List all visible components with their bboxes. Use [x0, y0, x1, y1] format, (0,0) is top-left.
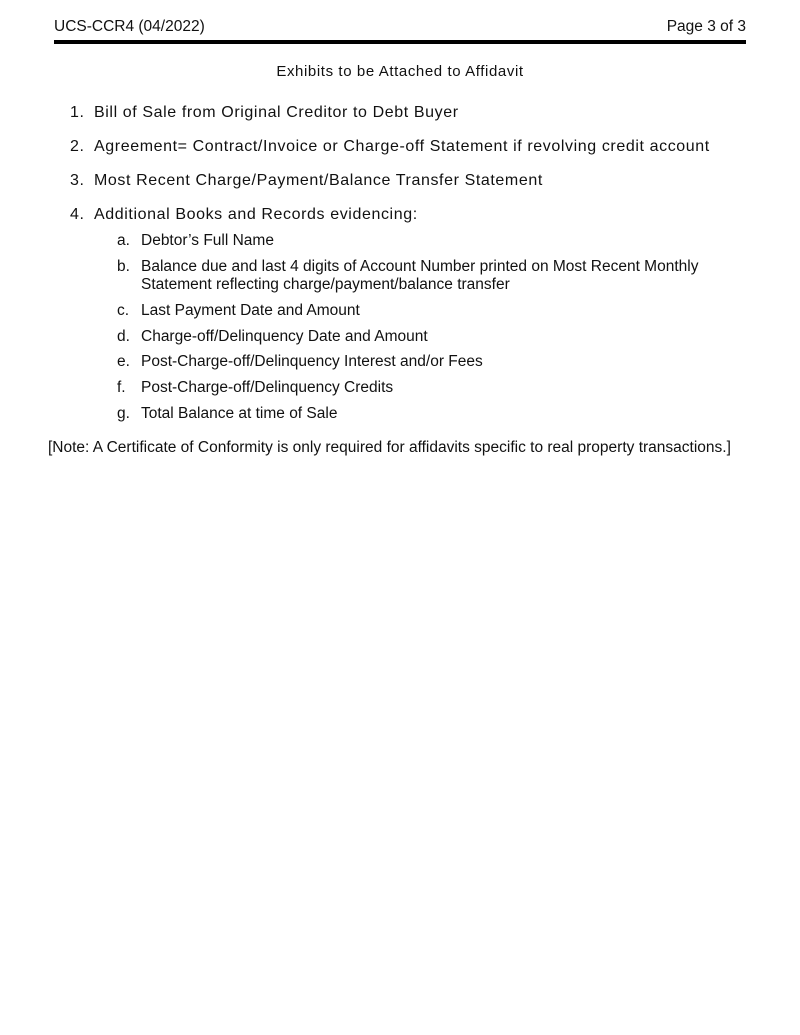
sub-item: [117, 232, 717, 250]
page-title: Exhibits to be Attached to Affidavit: [276, 63, 524, 80]
sub-item-text: Post-Charge-off/Delinquency Interest and/or Fees: [141, 353, 483, 370]
exhibit-number: 3.: [70, 172, 85, 189]
sub-item: [117, 379, 717, 397]
exhibit-item: [70, 206, 418, 224]
note-text: [Note: A Certificate of Conformity is only required for affidavits specific to real property transactions.]: [48, 439, 731, 456]
sub-item-letter: d.: [117, 328, 130, 345]
sub-item-letter: a.: [117, 232, 130, 249]
sub-item: [117, 328, 717, 346]
sub-item-letter: b.: [117, 258, 130, 275]
exhibit-number: 2.: [70, 138, 85, 155]
exhibit-number: 4.: [70, 206, 85, 223]
sub-item: [117, 258, 717, 294]
exhibit-item: [70, 104, 459, 122]
sub-item: [117, 353, 717, 371]
sub-item-text: Total Balance at time of Sale: [141, 405, 338, 422]
sub-item-text: Debtor’s Full Name: [141, 232, 274, 249]
sub-item-text: Balance due and last 4 digits of Account Number printed on Most Recent Monthly Statement reflecting charge/payment/balance transfer: [141, 258, 699, 293]
exhibit-text: Additional Books and Records evidencing:: [94, 206, 418, 223]
exhibit-item: [70, 172, 543, 190]
page-header: [54, 18, 746, 40]
exhibit-text: Agreement= Contract/Invoice or Charge-off Statement if revolving credit account: [94, 138, 710, 155]
sub-item-text: Post-Charge-off/Delinquency Credits: [141, 379, 394, 396]
exhibit-item: [70, 138, 710, 156]
sub-item: [117, 302, 717, 320]
sub-item-text: Charge-off/Delinquency Date and Amount: [141, 328, 428, 345]
header-rule: [54, 40, 746, 44]
form-id: UCS-CCR4 (04/2022): [54, 18, 205, 35]
sub-item-letter: g.: [117, 405, 130, 422]
exhibit-text: Most Recent Charge/Payment/Balance Transfer Statement: [94, 172, 543, 189]
sub-item: [117, 405, 717, 423]
sub-item-text: Last Payment Date and Amount: [141, 302, 360, 319]
exhibit-number: 1.: [70, 104, 85, 121]
sub-item-letter: f.: [117, 379, 126, 396]
sub-item-letter: e.: [117, 353, 130, 370]
exhibit-text: Bill of Sale from Original Creditor to Debt Buyer: [94, 104, 459, 121]
page-number: Page 3 of 3: [666, 18, 746, 35]
sub-item-letter: c.: [117, 302, 130, 319]
